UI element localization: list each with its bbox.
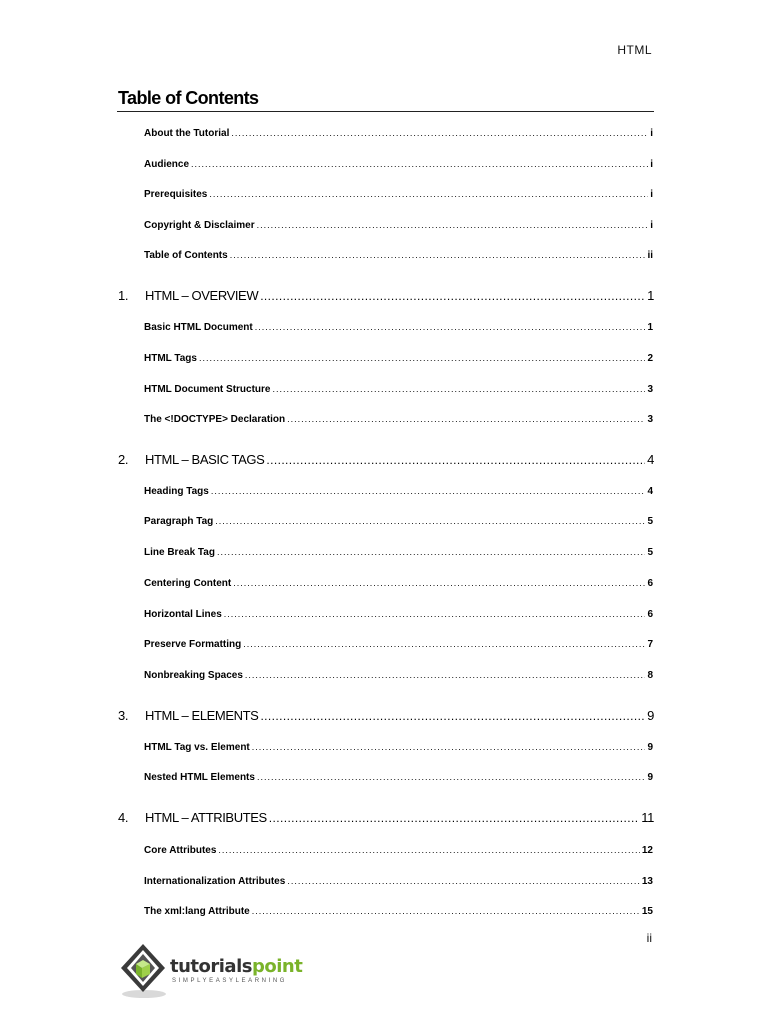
section-page: 6 — [647, 578, 653, 589]
toc-leader-dots — [252, 742, 646, 752]
toc-entry[interactable] — [144, 128, 653, 139]
toc-section[interactable] — [144, 414, 653, 425]
toc-section[interactable] — [144, 578, 653, 589]
toc-section[interactable] — [144, 906, 653, 917]
toc-entry-page: i — [650, 128, 653, 139]
toc-section[interactable] — [144, 486, 653, 497]
section-label: The <!DOCTYPE> Declaration — [144, 414, 286, 425]
toc-leader-dots — [257, 220, 649, 230]
toc-section[interactable] — [144, 609, 653, 620]
toc-leader-dots — [269, 811, 640, 825]
section-page: 13 — [641, 876, 653, 887]
toc-section[interactable] — [144, 322, 653, 333]
toc-section[interactable] — [144, 772, 653, 783]
toc-section[interactable] — [144, 670, 653, 681]
toc-leader-dots — [255, 322, 646, 332]
section-label: Basic HTML Document — [144, 322, 253, 333]
toc-entry-page: i — [650, 189, 653, 200]
section-label: Line Break Tag — [144, 547, 215, 558]
toc-entry[interactable] — [144, 250, 653, 261]
section-label: Internationalization Attributes — [144, 876, 286, 887]
toc-entry-label: About the Tutorial — [144, 128, 230, 139]
toc-chapter-4[interactable] — [118, 810, 654, 825]
section-page: 2 — [647, 353, 653, 364]
toc-leader-dots — [209, 189, 648, 199]
toc-leader-dots — [233, 578, 645, 588]
toc-section[interactable] — [144, 353, 653, 364]
toc-leader-dots — [217, 547, 645, 557]
section-page: 8 — [647, 670, 653, 681]
toc-leader-dots — [260, 709, 645, 723]
toc-section[interactable] — [144, 547, 653, 558]
section-page: 5 — [647, 547, 653, 558]
toc-chapter-1[interactable] — [118, 288, 654, 303]
chapter-title: HTML – OVERVIEW — [145, 288, 259, 303]
toc-entry-label: Audience — [144, 159, 190, 170]
section-label: HTML Tags — [144, 353, 197, 364]
section-page: 5 — [647, 516, 653, 527]
chapter-number: 1. — [118, 288, 129, 303]
chapter-title: HTML – ATTRIBUTES — [145, 810, 267, 825]
running-header: HTML — [617, 43, 652, 57]
chapter-number: 3. — [118, 708, 129, 723]
toc-entry-label: Table of Contents — [144, 250, 228, 261]
tutorialspoint-diamond-logo-icon — [118, 940, 168, 1000]
toc-leader-dots — [191, 159, 648, 169]
section-label: Horizontal Lines — [144, 609, 222, 620]
page-number: ii — [646, 931, 652, 945]
toc-leader-dots — [211, 486, 646, 496]
toc-leader-dots — [287, 414, 645, 424]
toc-leader-dots — [224, 609, 646, 619]
section-page: 9 — [647, 772, 653, 783]
section-page: 9 — [647, 742, 653, 753]
section-label: HTML Document Structure — [144, 384, 271, 395]
chapter-page: 11 — [641, 810, 654, 825]
toc-chapter-2[interactable] — [118, 452, 654, 467]
logo-wordmark: tutorialspoint — [170, 956, 303, 977]
toc-entry-page: i — [650, 220, 653, 231]
toc-leader-dots — [243, 639, 645, 649]
toc-entry[interactable] — [144, 159, 653, 170]
toc-chapter-3[interactable] — [118, 708, 654, 723]
section-page: 3 — [647, 414, 653, 425]
section-label: Nested HTML Elements — [144, 772, 255, 783]
chapter-number: 4. — [118, 810, 129, 825]
toc-section[interactable] — [144, 639, 653, 650]
toc-entry-page: i — [650, 159, 653, 170]
toc-leader-dots — [199, 353, 645, 363]
toc-section[interactable] — [144, 845, 653, 856]
toc-leader-dots — [252, 906, 640, 916]
toc-leader-dots — [273, 384, 646, 394]
section-label: HTML Tag vs. Element — [144, 742, 250, 753]
section-page: 1 — [647, 322, 653, 333]
toc-section[interactable] — [144, 384, 653, 395]
chapter-number: 2. — [118, 452, 129, 467]
toc-leader-dots — [266, 453, 645, 467]
toc-entry[interactable] — [144, 189, 653, 200]
toc-leader-dots — [231, 128, 648, 138]
toc-entry[interactable] — [144, 220, 653, 231]
toc-section[interactable] — [144, 876, 653, 887]
section-page: 12 — [641, 845, 653, 856]
section-label: Preserve Formatting — [144, 639, 242, 650]
toc-leader-dots — [218, 845, 639, 855]
toc-entry-label: Copyright & Disclaimer — [144, 220, 255, 231]
toc-title: Table of Contents — [118, 88, 259, 108]
chapter-title: HTML – ELEMENTS — [145, 708, 259, 723]
chapter-page: 1 — [647, 288, 654, 303]
section-label: Paragraph Tag — [144, 516, 214, 527]
section-page: 6 — [647, 609, 653, 620]
toc-section[interactable] — [144, 742, 653, 753]
toc-entry-page: ii — [647, 250, 653, 261]
toc-section[interactable] — [144, 516, 653, 527]
section-label: Centering Content — [144, 578, 232, 589]
toc-leader-dots — [287, 876, 640, 886]
toc-leader-dots — [230, 250, 646, 260]
tutorialspoint-logo — [118, 940, 318, 1000]
section-page: 7 — [647, 639, 653, 650]
chapter-page: 9 — [647, 708, 654, 723]
logo-tagline: SIMPLYEASYLEARNING — [172, 978, 288, 984]
toc-leader-dots — [260, 289, 645, 303]
section-page: 3 — [647, 384, 653, 395]
toc-leader-dots — [257, 772, 645, 782]
section-label: Heading Tags — [144, 486, 209, 497]
section-label: The xml:lang Attribute — [144, 906, 250, 917]
section-page: 15 — [641, 906, 653, 917]
toc-leader-dots — [245, 670, 646, 680]
chapter-title: HTML – BASIC TAGS — [145, 452, 265, 467]
section-label: Core Attributes — [144, 845, 217, 856]
toc-entry-label: Prerequisites — [144, 189, 208, 200]
title-divider — [117, 111, 654, 112]
section-label: Nonbreaking Spaces — [144, 670, 243, 681]
section-page: 4 — [647, 486, 653, 497]
chapter-page: 4 — [647, 452, 654, 467]
toc-leader-dots — [215, 516, 645, 526]
